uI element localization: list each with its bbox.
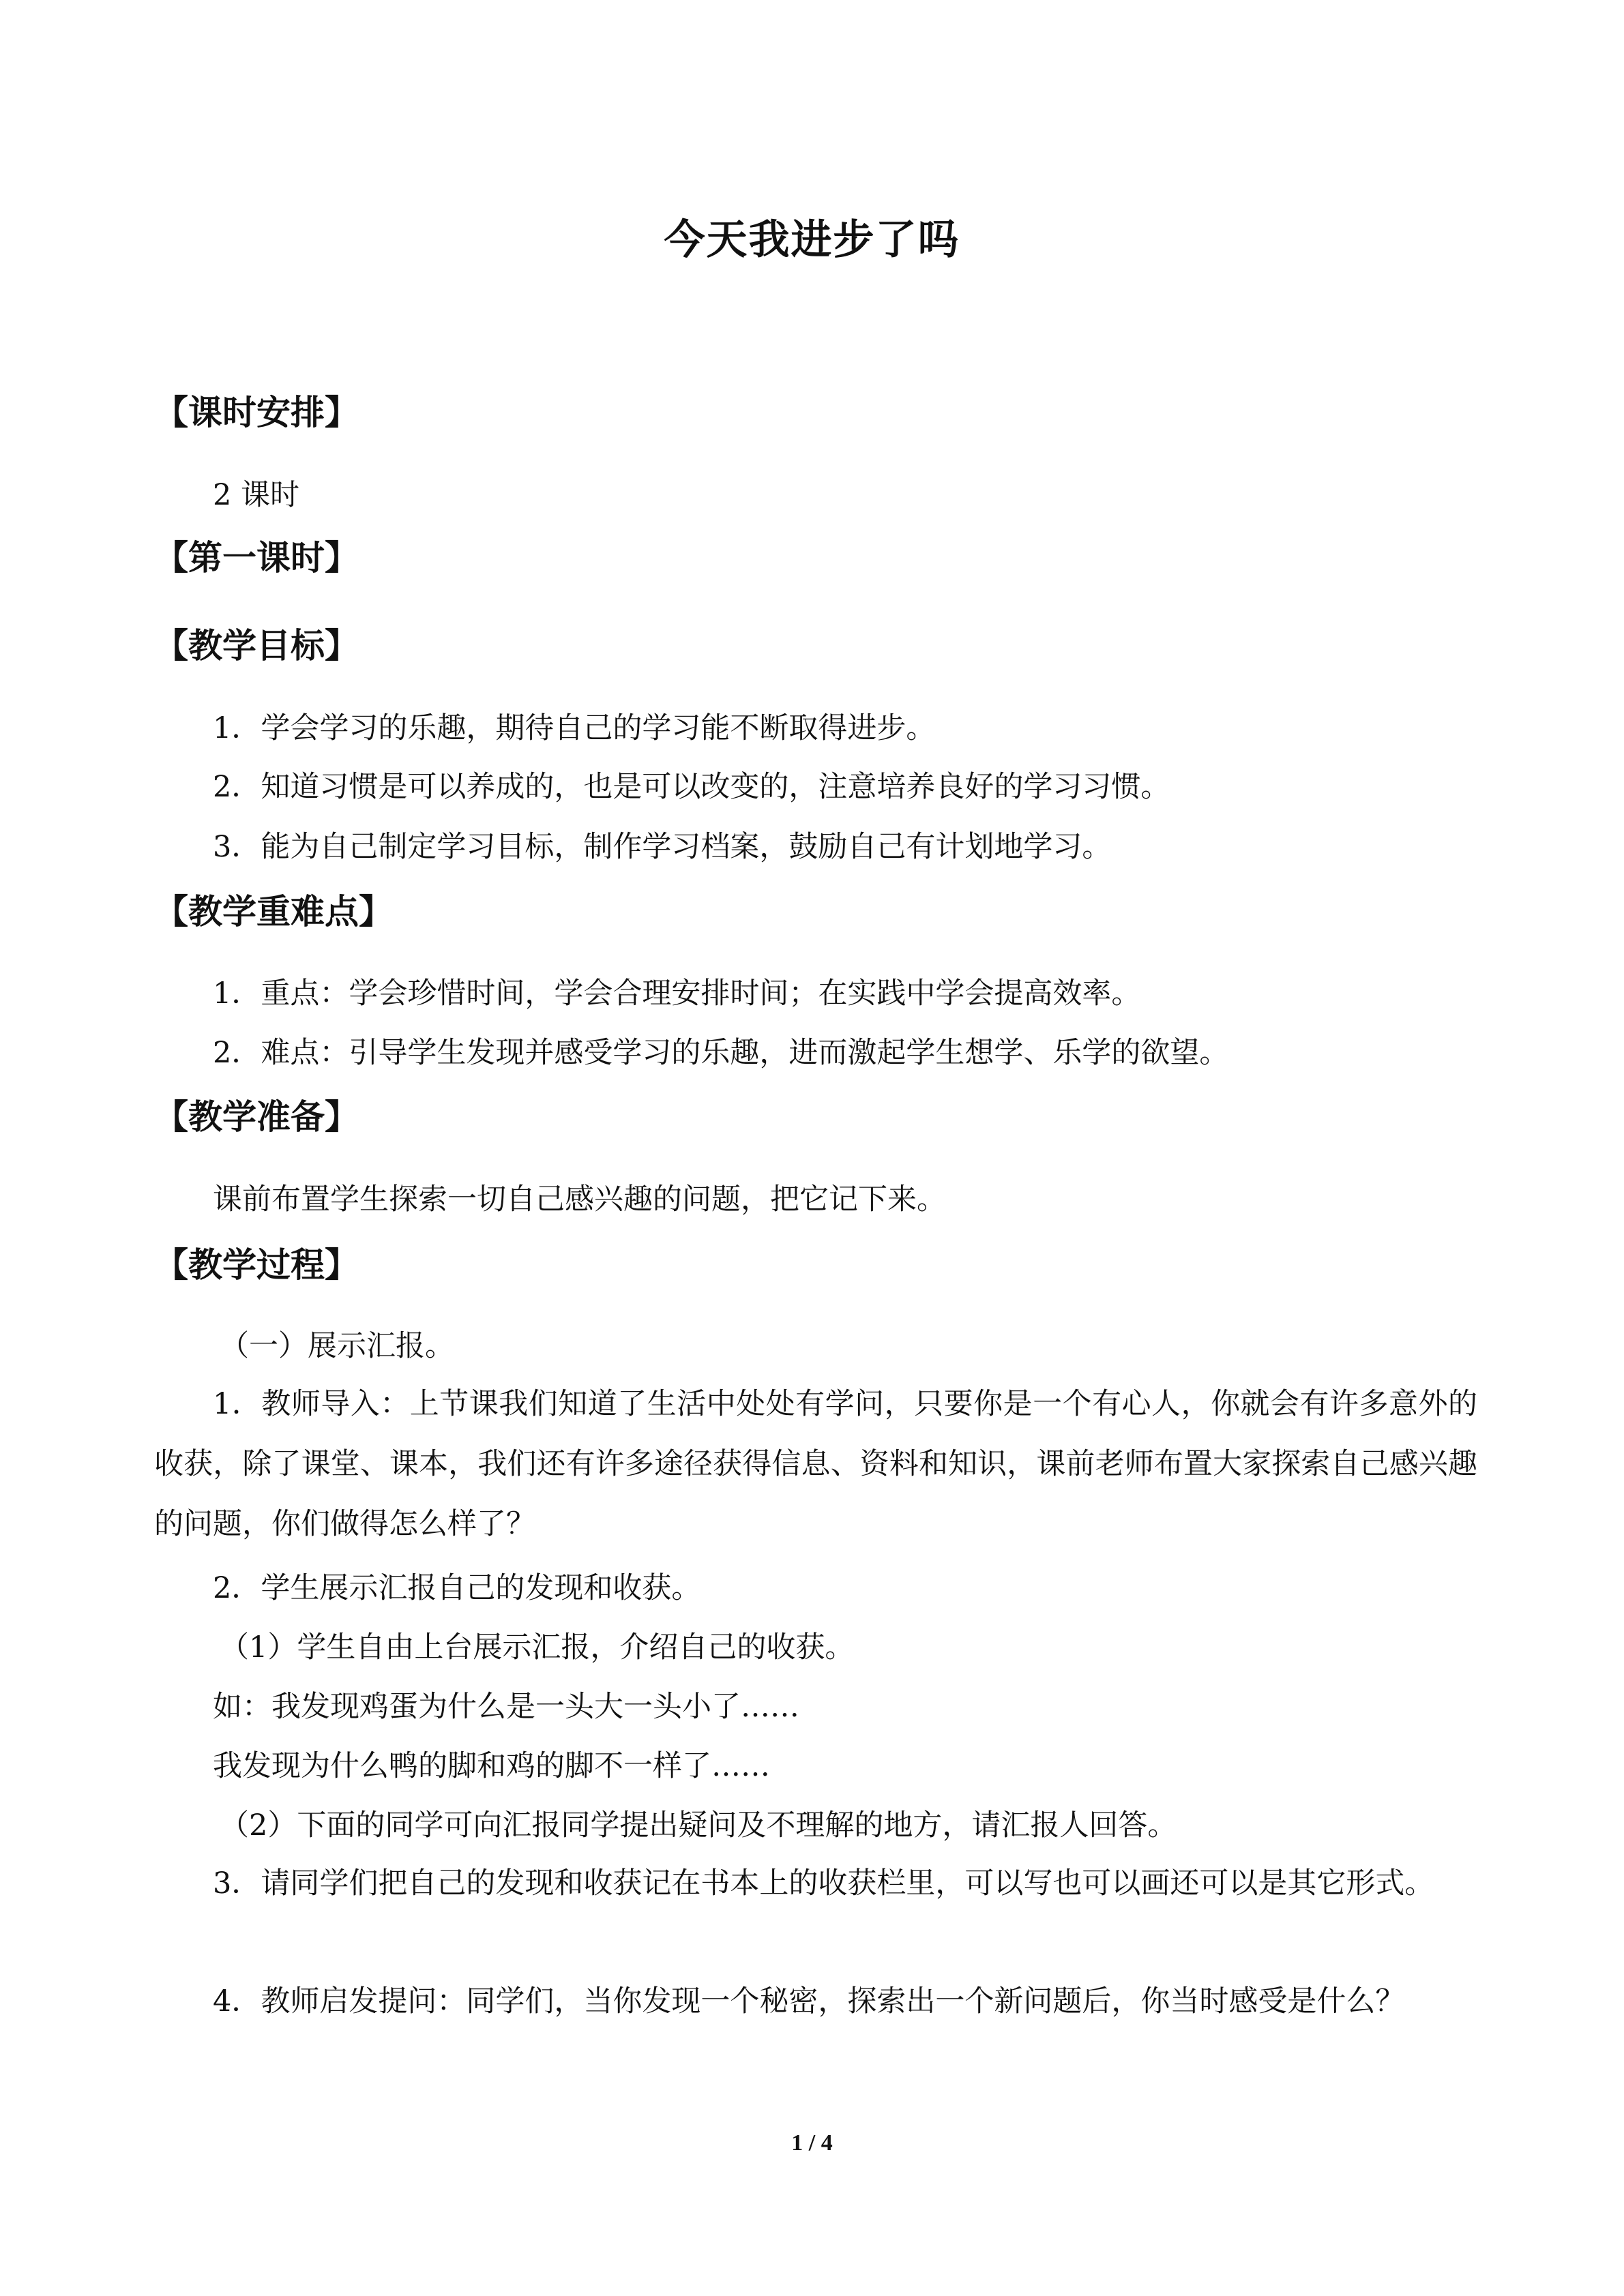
process-line: 我发现为什么鸭的脚和鸡的脚不一样了…… bbox=[213, 1749, 770, 1783]
page-number: 1 / 4 bbox=[791, 2130, 833, 2156]
heading-process: 【教学过程】 bbox=[154, 1245, 359, 1285]
key-point-item: 2．难点：引导学生发现并感受学习的乐趣，进而激起学生想学、乐学的欲望。 bbox=[213, 1036, 1229, 1070]
process-line: （1）学生自由上台展示汇报，介绍自己的收获。 bbox=[220, 1630, 855, 1665]
objective-item: 2．知道习惯是可以养成的，也是可以改变的，注意培养良好的学习习惯。 bbox=[213, 770, 1170, 804]
preparation-text: 课前布置学生探索一切自己感兴趣的问题，把它记下来。 bbox=[213, 1182, 946, 1217]
objective-item: 3．能为自己制定学习目标，制作学习档案，鼓励自己有计划地学习。 bbox=[213, 830, 1112, 864]
document-title: 今天我进步了吗 bbox=[664, 216, 960, 264]
heading-key-points: 【教学重难点】 bbox=[154, 892, 393, 931]
process-line: 如：我发现鸡蛋为什么是一头大一头小了…… bbox=[213, 1690, 799, 1724]
process-line: （2）下面的同学可向汇报同学提出疑问及不理解的地方，请汇报人回答。 bbox=[220, 1808, 1177, 1843]
schedule-text: 2 课时 bbox=[213, 478, 300, 512]
process-line: （一）展示汇报。 bbox=[220, 1329, 454, 1363]
process-line: 2．学生展示汇报自己的发现和收获。 bbox=[213, 1571, 701, 1605]
process-paragraph: 3．请同学们把自己的发现和收获记在书本上的收获栏里，可以写也可以画还可以是其它形式。 bbox=[213, 1866, 1434, 1900]
heading-preparation: 【教学准备】 bbox=[154, 1097, 359, 1137]
objective-item: 1．学会学习的乐趣，期待自己的学习能不断取得进步。 bbox=[213, 711, 936, 745]
heading-first-lesson: 【第一课时】 bbox=[154, 538, 359, 578]
heading-schedule: 【课时安排】 bbox=[154, 393, 359, 432]
process-paragraph: 4．教师启发提问：同学们，当你发现一个秘密，探索出一个新问题后，你当时感受是什么？ bbox=[213, 1984, 1405, 2018]
key-point-item: 1．重点：学会珍惜时间，学会合理安排时间；在实践中学会提高效率。 bbox=[213, 976, 1141, 1011]
process-paragraph: 1．教师导入：上节课我们知道了生活中处处有学问，只要你是一个有心人，你就会有许多意外的收获，除了课堂、课本，我们还有许多途径获得信息、资料和知识，课前老师布置大家探索自己感兴趣的问题，你们做得怎么样了？ bbox=[154, 1387, 1477, 1541]
heading-objectives: 【教学目标】 bbox=[154, 626, 359, 666]
